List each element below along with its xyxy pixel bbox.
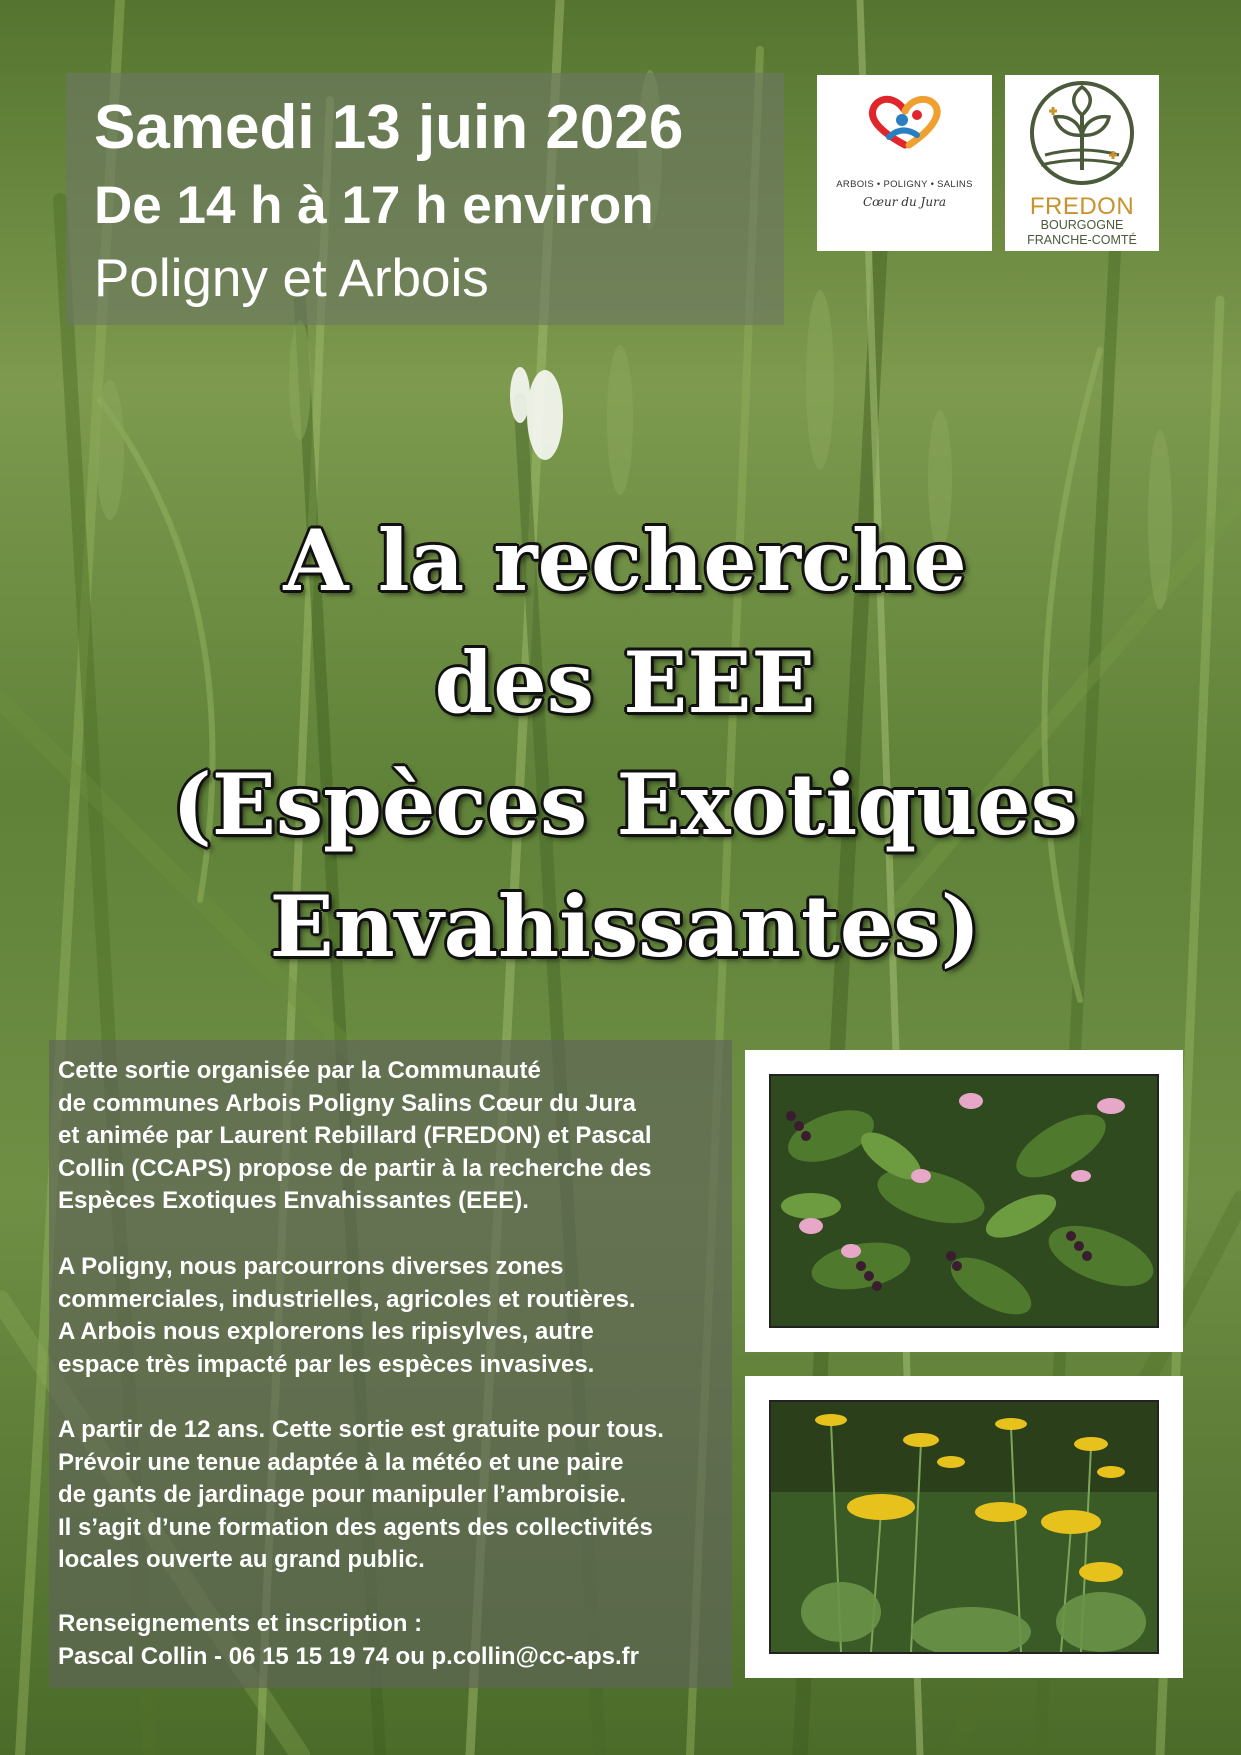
contact-heading: Renseignements et inscription : <box>58 1610 423 1637</box>
paragraph-line: commerciales, industrielles, agricoles et routières. <box>58 1285 636 1313</box>
event-place: Poligny et Arbois <box>94 249 489 308</box>
description-paragraph <box>58 1055 721 1218</box>
pokeweed-photo <box>771 1076 1157 1326</box>
event-hours: De 14 h à 17 h environ <box>94 176 654 235</box>
photo-frame-pokeweed <box>745 1050 1183 1352</box>
ccaps-logo <box>817 75 992 251</box>
paragraph-line: de communes Arbois Poligny Salins Cœur du Jura <box>58 1089 636 1117</box>
paragraph-line: Collin (CCAPS) propose de partir à la recherche des <box>58 1154 652 1182</box>
ccaps-name: Cœur du Jura <box>863 195 946 209</box>
paragraph-line: locales ouverte au grand public. <box>58 1546 425 1573</box>
contact-details: Pascal Collin - 06 15 15 19 74 ou p.collin@cc-aps.fr <box>58 1642 639 1670</box>
paragraph-line: Il s’agit d’une formation des agents des collectivités <box>58 1513 653 1541</box>
paragraph-line: A Arbois nous explorerons les ripisylves, autre <box>58 1318 594 1345</box>
fredon-region-1: BOURGOGNE <box>1040 218 1124 232</box>
fredon-region-2: FRANCHE-COMTÉ <box>1027 233 1137 247</box>
title-line-3: (Espèces Exotiques <box>172 755 1078 854</box>
event-date: Samedi 13 juin 2026 <box>94 93 684 162</box>
photo-frame-yarrow <box>745 1376 1183 1678</box>
paragraph-line: Prévoir une tenue adaptée à la météo et une paire <box>58 1448 624 1476</box>
contact-paragraph <box>58 1608 721 1673</box>
practical-info-paragraph <box>58 1414 721 1577</box>
poster-title <box>100 500 1150 988</box>
title-line-4: Envahissantes) <box>269 877 981 976</box>
paragraph-line: Cette sortie organisée par la Communauté <box>58 1057 541 1084</box>
title-line-2: des EEE <box>434 633 816 732</box>
paragraph-line: et animée par Laurent Rebillard (FREDON) et Pascal <box>58 1122 652 1149</box>
paragraph-line: espace très impacté par les espèces invasives. <box>58 1350 595 1378</box>
yarrow-photo <box>771 1402 1157 1652</box>
locations-paragraph <box>58 1251 721 1381</box>
plant-icon <box>1005 75 1159 190</box>
heart-icon <box>817 75 992 175</box>
paragraph-line: A Poligny, nous parcourrons diverses zones <box>58 1253 564 1280</box>
fredon-name: FREDON <box>1029 193 1135 220</box>
title-line-1: A la recherche <box>283 511 967 610</box>
ccaps-cities: ARBOIS • POLIGNY • SALINS <box>836 179 973 190</box>
paragraph-line: A partir de 12 ans. Cette sortie est gratuite pour tous. <box>58 1416 664 1443</box>
paragraph-line: Espèces Exotiques Envahissantes (EEE). <box>58 1187 529 1214</box>
paragraph-line: de gants de jardinage pour manipuler l’ambroisie. <box>58 1481 627 1508</box>
fredon-logo <box>1005 75 1159 251</box>
